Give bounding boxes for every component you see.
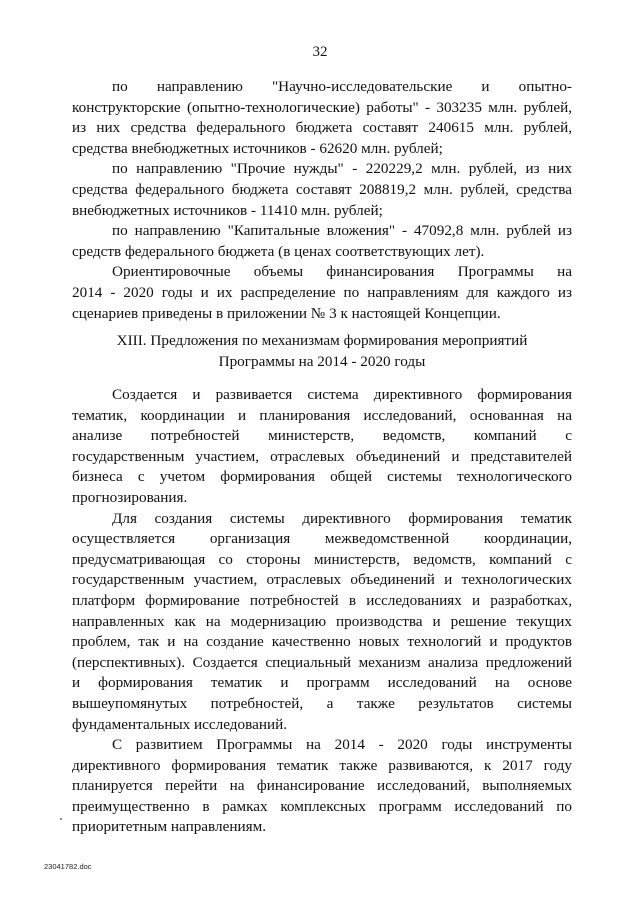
text-line: средства внебюджетных источников - 62620 млн. рублей;	[72, 139, 443, 157]
text-line: преимущественно в рамках комплексных программ исследований по	[72, 797, 572, 815]
text-line: бизнеса с учетом формирования общей системы технологического	[72, 468, 572, 486]
text-line: осуществляется организация межведомственной координации,	[72, 530, 572, 548]
text-line: направленных как на модернизацию производства и решение текущих	[72, 612, 572, 630]
text-line: прогнозирования.	[72, 488, 188, 506]
text-line: 2014 - 2020 годы и их распределение по направлениям для каждого из	[72, 283, 572, 301]
text-line: анализе потребностей министерств, ведомств, компаний с	[72, 427, 572, 445]
text-line: тематик, координации и планирования исследований, основанная на	[72, 406, 572, 424]
text-line: планируется перейти на финансирование исследований, выполняемых	[72, 777, 572, 795]
heading-line: Программы на 2014 - 2020 годы	[218, 352, 426, 370]
text-line: по направлению "Прочие нужды" - 220229,2 млн. рублей, из них	[112, 160, 572, 178]
text-line: фундаментальных исследований.	[72, 715, 287, 733]
heading-line: XIII. Предложения по механизмам формирования мероприятий	[116, 332, 528, 349]
text-line: приоритетным направлениям.	[72, 818, 266, 836]
document-filename: 23041782.doc	[44, 862, 92, 871]
text-line: Ориентировочные объемы финансирования Программы на	[112, 263, 572, 281]
text-line: вышеупомянутых потребностей, а также результатов системы	[72, 694, 572, 712]
text-line: по направлению "Научно-исследовательские и опытно-	[112, 78, 572, 95]
text-line: предусматривающая со стороны министерств, ведомств, компаний с	[72, 550, 572, 568]
section-heading	[72, 331, 572, 372]
text-line: средств федерального бюджета (в ценах соответствующих лет).	[72, 242, 485, 260]
proposals-paragraphs	[72, 385, 572, 838]
text-line: сценариев приведены в приложении № 3 к настоящей Концепции.	[72, 304, 501, 322]
page-number: 32	[312, 44, 328, 60]
text-line: внебюджетных источников - 11410 млн. рублей;	[72, 201, 383, 219]
text-line: средства федерального бюджета составят 208819,2 млн. рублей, средства	[72, 180, 572, 198]
financing-paragraphs	[72, 77, 572, 324]
text-line: (перспективных). Создается специальный механизм анализа предложений	[72, 653, 572, 671]
text-line: платформ формирование потребностей в исследованиях и разработках,	[72, 591, 572, 609]
text-line: Создается и развивается система директивного формирования	[112, 386, 572, 403]
text-line: государственным участием, отраслевых объединений и представителей	[72, 447, 572, 465]
text-line: проблем, так и на создание качественно новых технологий и продуктов	[72, 633, 572, 651]
text-line: директивного формирования тематик также развиваются, к 2017 году	[72, 756, 572, 774]
text-line: и формирования тематик и программ исследований на основе	[72, 674, 572, 692]
text-line: Для создания системы директивного формирования тематик	[112, 509, 572, 527]
text-line: конструкторские (опытно-технологические) работы" - 303235 млн. рублей,	[72, 98, 572, 116]
text-line: из них средства федерального бюджета составят 240615 млн. рублей,	[72, 119, 572, 137]
text-line: С развитием Программы на 2014 - 2020 годы инструменты	[112, 736, 572, 754]
text-line: по направлению "Капитальные вложения" - 47092,8 млн. рублей из	[112, 222, 572, 240]
scan-speck	[60, 818, 62, 820]
text-line: государственным участием, отраслевых объединений и технологических	[72, 571, 572, 589]
